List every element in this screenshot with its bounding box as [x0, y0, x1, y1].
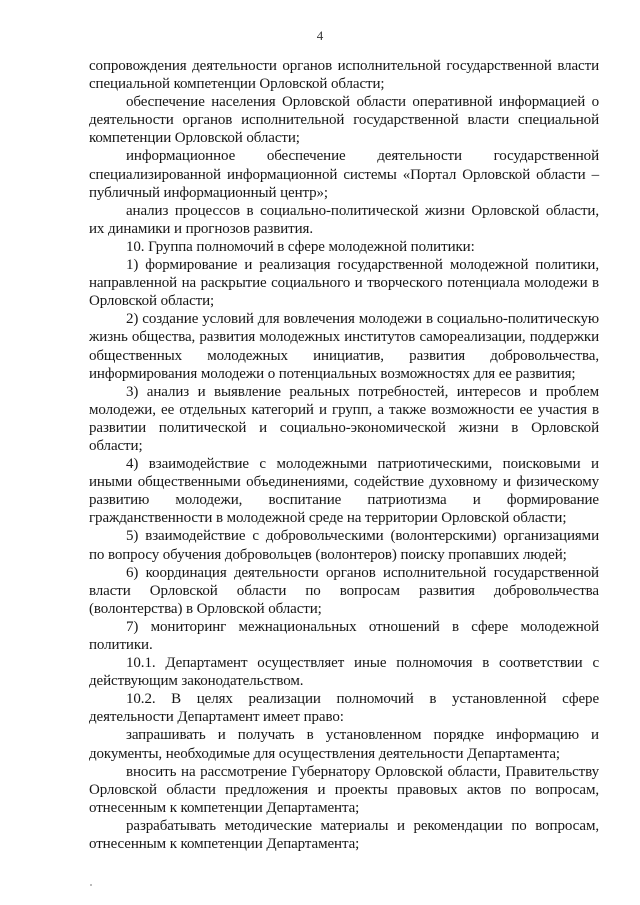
paragraph: 10.2. В целях реализации полномочий в установленной сфере деятельности Департамент имеет право: — [89, 691, 599, 726]
list-item: 5) взаимодействие с добровольческими (волонтерскими) организациями по вопросу обучения добровольцев (волонтеров) поиску пропавших людей; — [89, 528, 599, 563]
paragraph: запрашивать и получать в установленном порядке информацию и документы, необходимые для осуществления деятельности Департамента; — [89, 727, 599, 762]
list-item: 4) взаимодействие с молодежными патриотическими, поисковыми и иными общественными объединениями, содействие духовному и физическому развитию молодежи, воспитание патриотизма и формирование гражданственности в молодежной среде на территории Орловской области; — [89, 456, 599, 527]
list-item: 6) координация деятельности органов исполнительной государственной власти Орловской области по вопросам развития добровольчества (волонтерства) в Орловской области; — [89, 564, 599, 617]
scan-artifact — [90, 884, 92, 886]
paragraph: 10.1. Департамент осуществляет иные полномочия в соответствии с действующим законодательством. — [89, 655, 599, 690]
paragraph: вносить на рассмотрение Губернатору Орловской области, Правительству Орловской области предложения и проекты правовых актов по вопросам, отнесенным к компетенции Департамента; — [89, 763, 599, 816]
list-item: 2) создание условий для вовлечения молодежи в социально-политическую жизнь общества, развития молодежных институтов самореализации, поддержки общественных молодежных инициатив, развития добровольчества, информирования молодежи о потенциальных возможностях для ее развития; — [89, 311, 599, 382]
document-body — [89, 57, 599, 853]
list-item: 7) мониторинг межнациональных отношений в сфере молодежной политики. — [89, 618, 599, 653]
paragraph: разрабатывать методические материалы и рекомендации по вопросам, отнесенным к компетенции Департамента; — [89, 817, 599, 853]
paragraph: сопровождения деятельности органов исполнительной государственной власти специальной компетенции Орловской области; — [89, 58, 599, 93]
paragraph: анализ процессов в социально-политической жизни Орловской области, их динамики и прогнозов развития. — [89, 202, 599, 237]
section-heading: 10. Группа полномочий в сфере молодежной политики: — [126, 238, 475, 255]
paragraph: информационное обеспечение деятельности государственной специализированной информационной системы «Портал Орловской области – публичный информационный центр»; — [89, 148, 599, 201]
list-item: 1) формирование и реализация государственной молодежной политики, направленной на раскрытие социального и творческого потенциала молодежи в Орловской области; — [89, 257, 599, 310]
list-item: 3) анализ и выявление реальных потребностей, интересов и проблем молодежи, ее отдельных категорий и групп, а также возможности ее участия в развитии политической и социально-экономической жизни в Орловской области; — [89, 383, 599, 454]
page-number: 4 — [316, 28, 324, 43]
paragraph: обеспечение населения Орловской области оперативной информацией о деятельности органов исполнительной государственной власти специальной компетенции Орловской области; — [89, 94, 599, 147]
